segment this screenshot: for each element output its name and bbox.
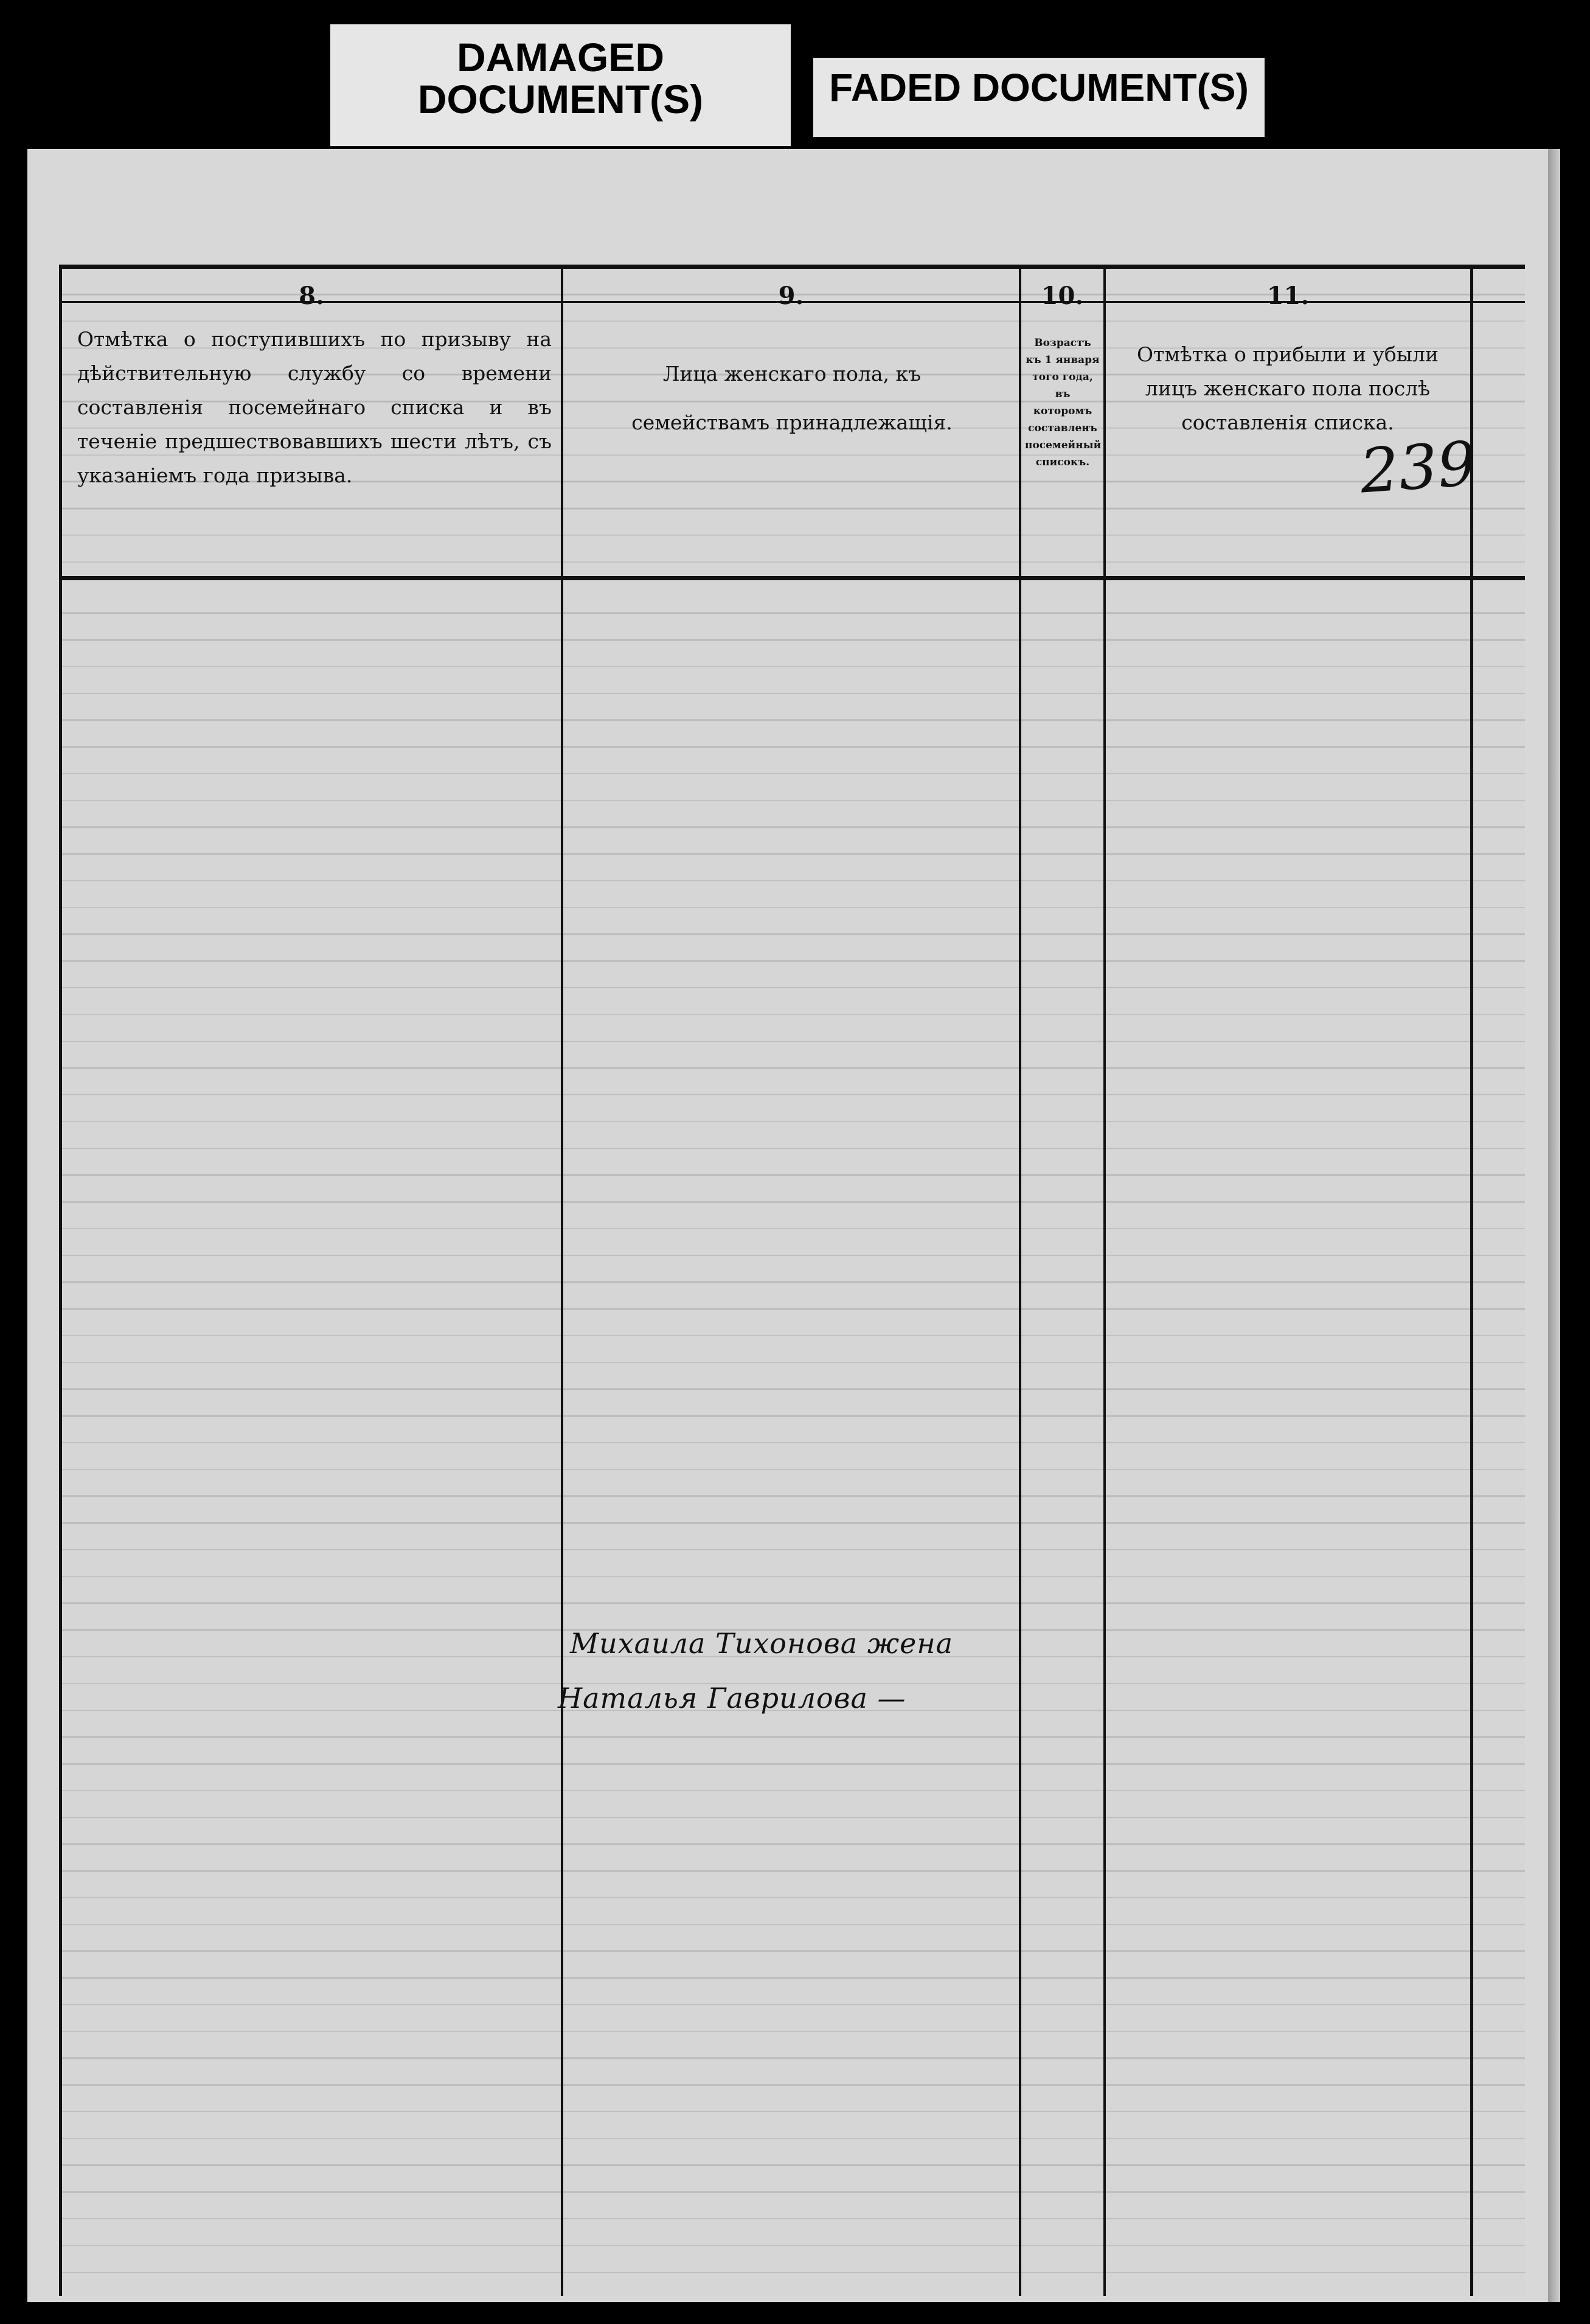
column-10-number: 10. — [1041, 282, 1084, 310]
column-9-header: Лица женскаго пола, къ семействамъ принадлежащія. — [631, 362, 953, 434]
faded-document-label — [813, 58, 1265, 137]
column-11-header: Отмѣтка о прибыли и убыли лицъ женскаго пола послѣ составленія списка. — [1137, 342, 1439, 434]
column-10-header: Возрастъ къ 1 января того года, въ которомъ составленъ посемейный списокъ. — [1025, 337, 1102, 468]
column-11-number: 11. — [1266, 282, 1310, 310]
column-line-left — [59, 265, 62, 2296]
column-8-header: Отмѣтка о поступившихъ по призыву на дѣйствительную службу со времени составленія посемейнаго списка и въ теченіе предшествовавшихъ шести лѣтъ, съ указаніемъ года призыва. — [77, 327, 552, 487]
ledger-page — [59, 265, 1525, 2296]
page-number: 239 — [1358, 428, 1479, 507]
entry-line-1: Михаила Тихонова жена — [570, 1627, 954, 1660]
column-line-9-10 — [1019, 265, 1021, 2296]
column-8-number: 8. — [299, 282, 324, 310]
top-rule — [59, 265, 1525, 269]
column-line-8-9 — [561, 265, 563, 2296]
damaged-document-label — [330, 24, 791, 146]
column-line-right — [1470, 265, 1473, 2296]
document-sheet — [27, 149, 1560, 2302]
sheet-edge — [1548, 149, 1560, 2302]
column-line-10-11 — [1103, 265, 1106, 2296]
entry-line-2: Наталья Гаврилова — — [558, 1682, 906, 1715]
damaged-label-text: DAMAGED DOCUMENT(S) — [417, 35, 704, 122]
column-9-number: 9. — [778, 282, 804, 310]
faded-label-text: FADED DOCUMENT(S) — [829, 66, 1249, 109]
header-bottom-rule — [59, 576, 1525, 580]
